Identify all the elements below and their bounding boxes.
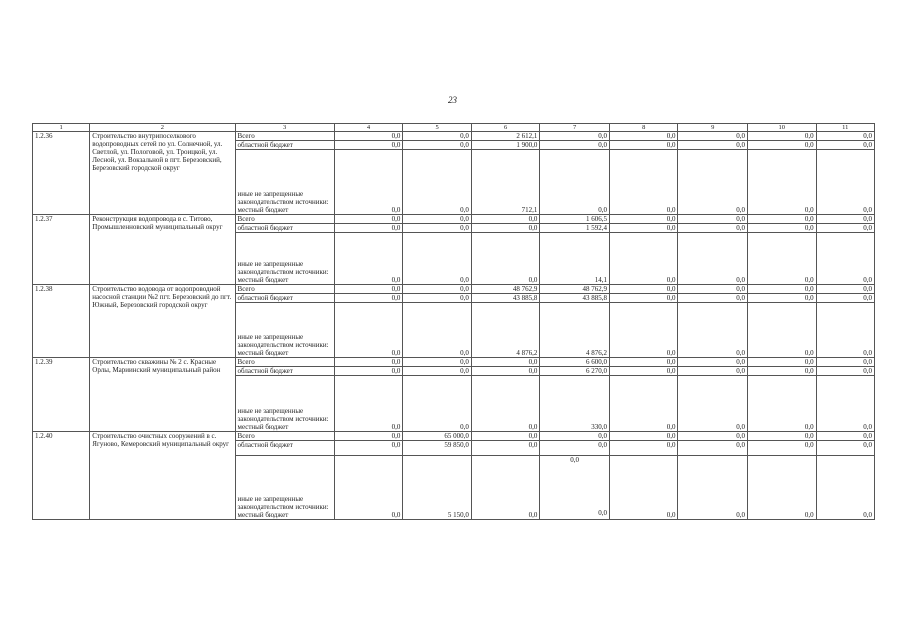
- value-cell: 0,0: [334, 432, 403, 441]
- value-cell: 0,0: [334, 233, 403, 285]
- value-cell: 0,0: [403, 303, 472, 358]
- value-cell: 0,0: [403, 367, 472, 376]
- value-cell: 0,0: [471, 376, 540, 432]
- funding-source-label: областной бюджет: [235, 367, 334, 376]
- value-cell: 330,0: [540, 376, 610, 432]
- value-cell: 0,0: [748, 367, 817, 376]
- funding-source-label: Всего: [235, 132, 334, 141]
- value-cell: 0,0: [609, 358, 678, 367]
- funding-source-label: областной бюджет: [235, 441, 334, 456]
- value-cell: 0,0: [816, 233, 874, 285]
- row-name: Реконструкция водопровода в с. Титово, Промышленновский муниципальный округ: [90, 215, 235, 285]
- value-cell: 0,0: [609, 376, 678, 432]
- value-cell: 0,0: [816, 441, 874, 456]
- row-name: Строительство водовода от водопроводной насосной станции №2 пгт. Березовский до пгт. Южный, Березовский городской округ: [90, 285, 235, 358]
- column-header: 5: [403, 124, 472, 132]
- value-cell: 0,0: [609, 150, 678, 215]
- value-cell: 0,0: [748, 432, 817, 441]
- value-cell: 0,0: [403, 358, 472, 367]
- funding-source-label: иные не запрещенные законодательством источники: местный бюджет: [235, 150, 334, 215]
- value-cell: 0,0: [678, 432, 748, 441]
- value-cell: 0,0: [748, 285, 817, 294]
- value-cell: 0,0: [609, 432, 678, 441]
- value-cell: 0,0: [748, 358, 817, 367]
- value-cell: 0,0: [403, 215, 472, 224]
- value-cell: 0,0: [334, 150, 403, 215]
- value-cell: 0,0: [334, 141, 403, 150]
- column-header: 9: [678, 124, 748, 132]
- value-cell: 0,0: [403, 150, 472, 215]
- value-cell: 0,0: [678, 367, 748, 376]
- value-cell: 6 600,0: [540, 358, 610, 367]
- value-cell: 59 850,0: [403, 441, 472, 456]
- value-cell: 0,0: [471, 224, 540, 233]
- funding-source-label: иные не запрещенные законодательством источники: местный бюджет: [235, 303, 334, 358]
- value-cell: 0,0: [816, 285, 874, 294]
- value-cell: 2 612,1: [471, 132, 540, 141]
- column-header: 7: [540, 124, 610, 132]
- value-cell: 0,0: [609, 215, 678, 224]
- row-code: 1.2.39: [33, 358, 90, 432]
- value-cell: 4 876,2: [540, 303, 610, 358]
- value-cell: 1 900,0: [471, 141, 540, 150]
- value-cell: 0,0: [816, 150, 874, 215]
- budget-table: [32, 123, 875, 520]
- value-cell: 43 885,8: [471, 294, 540, 303]
- table-row: [33, 132, 875, 141]
- value-cell: 0,0: [609, 456, 678, 520]
- table-row: [33, 215, 875, 224]
- value-cell: 0,0: [816, 367, 874, 376]
- column-header: 1: [33, 124, 90, 132]
- funding-source-label: иные не запрещенные законодательством источники: местный бюджет: [235, 456, 334, 520]
- funding-source-label: иные не запрещенные законодательством источники: местный бюджет: [235, 233, 334, 285]
- value-cell: 0,0: [816, 224, 874, 233]
- value-cell: 0,0: [816, 432, 874, 441]
- value-cell: 0,0: [334, 303, 403, 358]
- row-code: 1.2.38: [33, 285, 90, 358]
- funding-source-label: иные не запрещенные законодательством источники: местный бюджет: [235, 376, 334, 432]
- row-name: Строительство внутрипоселкового водопроводных сетей по ул. Солнечной, ул. Светлой, ул. Пологовой, ул. Троицкой, ул. Лесной, ул. Вокзальной в пгт. Березовский, Березовский городской округ: [90, 132, 235, 215]
- value-cell: 0,0: [403, 132, 472, 141]
- row-code: 1.2.40: [33, 432, 90, 520]
- value-cell: 6 270,0: [540, 367, 610, 376]
- value-cell: 0,0: [609, 441, 678, 456]
- column-header: 2: [90, 124, 235, 132]
- page-number: 23: [448, 95, 457, 105]
- value-cell: 0,0: [748, 441, 817, 456]
- value-cell: 0,0: [816, 303, 874, 358]
- value-cell: 0,0: [334, 215, 403, 224]
- value-cell: 0,0: [471, 215, 540, 224]
- value-cell: 0,0: [403, 285, 472, 294]
- value-cell: 0,0: [609, 285, 678, 294]
- value-cell: 0,0: [334, 441, 403, 456]
- value-cell: 5 150,0: [403, 456, 472, 520]
- value-cell: 0,0: [334, 456, 403, 520]
- value-cell: 0,0: [403, 294, 472, 303]
- column-header: 10: [748, 124, 817, 132]
- value-cell: 0,0: [334, 132, 403, 141]
- value-cell: 0,0: [471, 358, 540, 367]
- value-cell: 0,0: [748, 233, 817, 285]
- value-cell: 0,0: [748, 224, 817, 233]
- value-cell: 0,0: [540, 441, 610, 456]
- value-cell-extra: 0,0: [570, 456, 580, 464]
- value-cell: 0,0: [678, 376, 748, 432]
- funding-source-label: областной бюджет: [235, 294, 334, 303]
- value-cell: 1 592,4: [540, 224, 610, 233]
- value-cell: 43 885,8: [540, 294, 610, 303]
- value-cell: 0,0: [678, 441, 748, 456]
- value-cell: 0,0: [403, 141, 472, 150]
- value-cell: [540, 456, 610, 520]
- value-cell: 0,0: [678, 141, 748, 150]
- value-cell: 0,0: [609, 141, 678, 150]
- value-cell: 0,0: [334, 358, 403, 367]
- value-cell: 0,0: [540, 132, 610, 141]
- value-cell: 0,0: [609, 367, 678, 376]
- value-cell: 0,0: [471, 432, 540, 441]
- value-cell: 0,0: [678, 303, 748, 358]
- value-cell: 0,0: [748, 132, 817, 141]
- value-cell: 0,0: [816, 294, 874, 303]
- value-cell: 0,0: [816, 141, 874, 150]
- funding-source-label: Всего: [235, 285, 334, 294]
- value-cell: 0,0: [678, 456, 748, 520]
- value-cell: 65 000,0: [403, 432, 472, 441]
- table-row: [33, 432, 875, 441]
- value-cell: 0,0: [678, 358, 748, 367]
- value-cell: 0,0: [334, 285, 403, 294]
- value-cell: 0,0: [403, 224, 472, 233]
- value-cell: 712,1: [471, 150, 540, 215]
- value-cell: 0,0: [403, 376, 472, 432]
- value-cell: 0,0: [471, 456, 540, 520]
- value-cell: 0,0: [540, 150, 610, 215]
- value-cell: 0,0: [748, 294, 817, 303]
- value-cell: 0,0: [748, 215, 817, 224]
- column-header: 6: [471, 124, 540, 132]
- value-cell: 0,0: [471, 367, 540, 376]
- value-cell: 0,0: [334, 224, 403, 233]
- value-cell: 0,0: [816, 456, 874, 520]
- value-cell: 0,0: [748, 303, 817, 358]
- value-cell: 0,0: [609, 224, 678, 233]
- funding-source-label: Всего: [235, 358, 334, 367]
- value-cell: 48 762,9: [540, 285, 610, 294]
- funding-source-label: областной бюджет: [235, 141, 334, 150]
- value-cell: 0,0: [334, 294, 403, 303]
- value-cell: 0,0: [471, 441, 540, 456]
- value-cell: 0,0: [678, 150, 748, 215]
- value-cell: 0,0: [816, 358, 874, 367]
- funding-source-label: Всего: [235, 215, 334, 224]
- column-header: 3: [235, 124, 334, 132]
- value-cell: 48 762,9: [471, 285, 540, 294]
- value-cell: 0,0: [609, 303, 678, 358]
- table-row: [33, 358, 875, 367]
- value-cell: 0,0: [678, 215, 748, 224]
- value-cell: 0,0: [471, 233, 540, 285]
- value-cell: 0,0: [748, 150, 817, 215]
- value-cell: 14,1: [540, 233, 610, 285]
- column-header: 11: [816, 124, 874, 132]
- value-cell-text: 0,0: [598, 509, 607, 517]
- value-cell: 0,0: [748, 376, 817, 432]
- value-cell: 0,0: [609, 233, 678, 285]
- value-cell: 0,0: [678, 294, 748, 303]
- value-cell: 4 876,2: [471, 303, 540, 358]
- value-cell: 0,0: [403, 233, 472, 285]
- value-cell: 0,0: [816, 376, 874, 432]
- table-row: [33, 285, 875, 294]
- column-header: 8: [609, 124, 678, 132]
- row-name: Строительство очистных сооружений в с. Ягуново, Кемеровский муниципальный округ: [90, 432, 235, 520]
- row-code: 1.2.37: [33, 215, 90, 285]
- row-code: 1.2.36: [33, 132, 90, 215]
- value-cell: 0,0: [748, 456, 817, 520]
- value-cell: 0,0: [816, 132, 874, 141]
- funding-source-label: Всего: [235, 432, 334, 441]
- header-row: [33, 124, 875, 132]
- value-cell: 0,0: [678, 233, 748, 285]
- value-cell: 0,0: [748, 141, 817, 150]
- value-cell: 1 606,5: [540, 215, 610, 224]
- value-cell: 0,0: [678, 224, 748, 233]
- value-cell: 0,0: [609, 132, 678, 141]
- value-cell: 0,0: [678, 132, 748, 141]
- value-cell: 0,0: [678, 285, 748, 294]
- value-cell: 0,0: [334, 376, 403, 432]
- value-cell: 0,0: [540, 432, 610, 441]
- column-header: 4: [334, 124, 403, 132]
- value-cell: 0,0: [816, 215, 874, 224]
- value-cell: 0,0: [540, 141, 610, 150]
- funding-source-label: областной бюджет: [235, 224, 334, 233]
- row-name: Строительство скважины № 2 с. Красные Орлы, Мариинский муниципальный район: [90, 358, 235, 432]
- value-cell: 0,0: [609, 294, 678, 303]
- value-cell: 0,0: [334, 367, 403, 376]
